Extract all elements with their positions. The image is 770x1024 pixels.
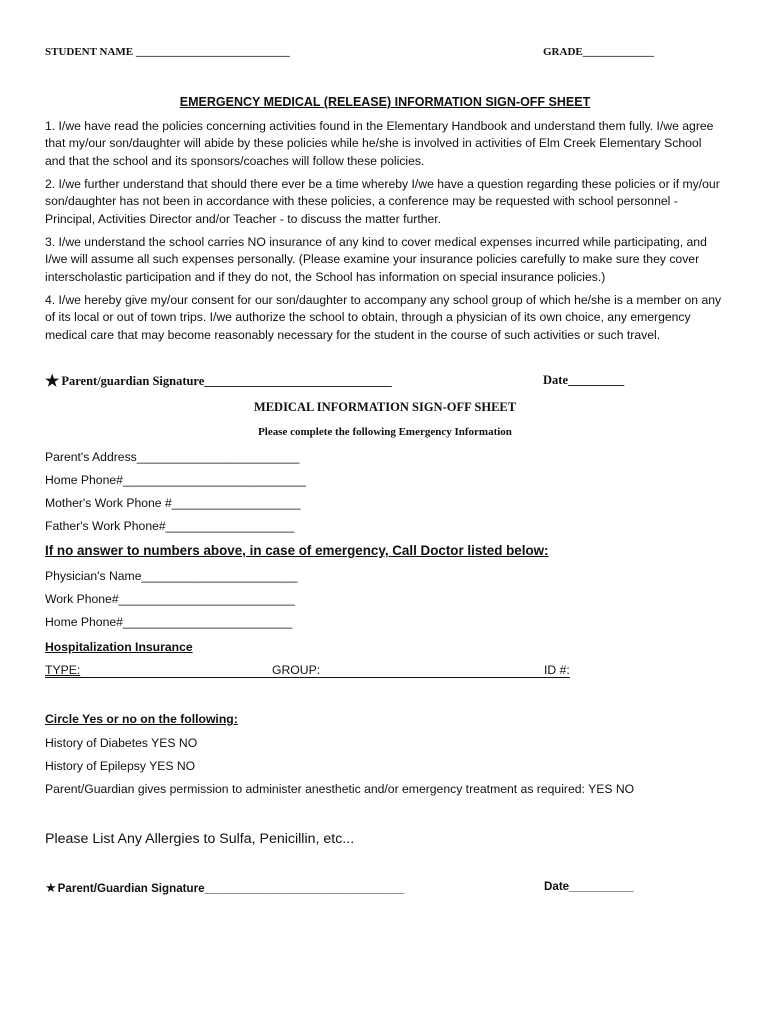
insurance-id-label: ID #:	[544, 663, 570, 677]
allergies-prompt[interactable]: Please List Any Allergies to Sulfa, Penicillin, etc...	[45, 831, 355, 847]
fathers-work-phone-field[interactable]: Father's Work Phone#___________________	[45, 519, 295, 533]
doctor-heading: If no answer to numbers above, in case of emergency, Call Doctor listed below:	[45, 543, 549, 558]
signature-date-field[interactable]: Date_________	[543, 373, 625, 387]
policy-paragraph-1: 1. I/we have read the policies concerning activities found in the Elementary Handbook and understand them fully. I/we agree that my/our son/daughter will abide by these policies while he/she is involved in activities of Elm Creek Elementary School and that the school and its sponsors/coaches will follow these policies.	[45, 119, 714, 168]
medical-info-subtitle: Please complete the following Emergency Information	[258, 426, 512, 438]
insurance-id-field[interactable]	[544, 663, 570, 677]
signature2-date-field[interactable]: Date__________	[544, 880, 634, 893]
insurance-type-underline	[45, 677, 272, 678]
home-phone-field[interactable]: Home Phone#___________________________	[45, 473, 306, 487]
insurance-type-label: TYPE:	[45, 663, 81, 677]
star-icon: ★	[45, 880, 57, 895]
insurance-heading: Hospitalization Insurance	[45, 640, 193, 654]
insurance-group-underline	[272, 677, 570, 678]
physicians-name-field[interactable]: Physician's Name_______________________	[45, 569, 298, 583]
epilepsy-question[interactable]: History of Epilepsy YES NO	[45, 759, 196, 773]
student-name-field[interactable]: STUDENT NAME ____________________________	[45, 46, 290, 58]
insurance-type-field[interactable]	[45, 663, 272, 677]
page-title: EMERGENCY MEDICAL (RELEASE) INFORMATION SIGN-OFF SHEET	[179, 95, 591, 109]
parents-address-field[interactable]: Parent's Address________________________	[45, 450, 300, 464]
policy-paragraph-2: 2. I/we further understand that should there ever be a time whereby I/we have a question regarding these policies or if my/our son/daughter has not been in accordance with these policies, a conference may be requested with school personnel - Principal, Activities Director and/or Teacher - to discuss the matter further.	[45, 177, 720, 226]
star-icon: ★	[45, 373, 60, 390]
parent-signature-line[interactable]	[45, 371, 392, 391]
grade-field[interactable]: GRADE_____________	[543, 46, 655, 58]
guardian-signature-line[interactable]	[45, 880, 404, 896]
policy-paragraph-3: 3. I/we understand the school carries NO insurance of any kind to cover medical expenses incurred while participating, and I/we will assume all such expenses personally. (Please examine your insurance policies carefully to make sure they cover interscholastic participation and if they do not, the School has information on special insurance policies.)	[45, 235, 707, 284]
treatment-permission-question[interactable]: Parent/Guardian gives permission to administer anesthetic and/or emergency treatment as required: YES NO	[45, 782, 635, 796]
guardian-signature-label: Parent/Guardian Signature_______________________________	[57, 882, 405, 895]
insurance-group-field[interactable]	[272, 663, 320, 677]
insurance-group-label: GROUP:	[272, 663, 321, 677]
doctor-work-phone-field[interactable]: Work Phone#__________________________	[45, 592, 295, 606]
circle-heading: Circle Yes or no on the following:	[45, 712, 238, 726]
parent-signature-label: Parent/guardian Signature______________________________	[61, 374, 392, 388]
mothers-work-phone-field[interactable]: Mother's Work Phone #___________________	[45, 496, 301, 510]
diabetes-question[interactable]: History of Diabetes YES NO	[45, 736, 198, 750]
policy-paragraph-4: 4. I/we hereby give my/our consent for our son/daughter to accompany any school group of which he/she is a member on any of its local or out of town trips. I/we authorize the school to obtain, through a physician of its own choice, any emergency medical care that may become reasonably necessary for the student in the course of such activities or such travel.	[45, 293, 722, 342]
doctor-home-phone-field[interactable]: Home Phone#_________________________	[45, 615, 293, 629]
medical-info-title: MEDICAL INFORMATION SIGN-OFF SHEET	[253, 400, 517, 414]
